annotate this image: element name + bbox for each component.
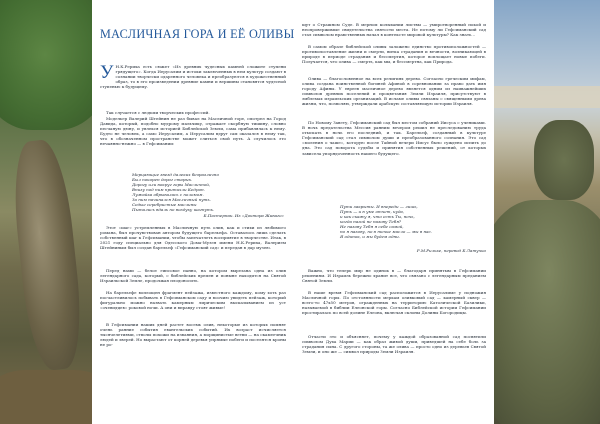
poem-signature: Р.М.Рильке, перевод Б.Латучко: [416, 248, 486, 253]
poem-line: и как скажу я, что есть Ты, ночь,: [340, 214, 415, 219]
poem-line: Был покорен дорог старых.: [132, 177, 193, 182]
poem-line: Путь — и в уме отчет, куда,: [340, 209, 405, 214]
paragraph-7: В Гефсимании наших дней растет восемь олив, некоторые из которых помнят очень ранние события евангельских событий. Их возраст исчисляется тысячелетиями, стволы похожи на изваяния, а морщинистые ветви — на скамеечник людей и зверей. Но вырастают от корней деревья упрямые побеги и поселятся кроны не ро-: [100, 322, 286, 348]
poem-line: Пути закрыты. И впереди — лишь,: [340, 204, 418, 209]
poem-line: Седые серебристые маслины: [132, 202, 197, 207]
poem-line: Я одинок, и мы будем одни.: [340, 234, 401, 239]
poem-line: Дорогу или вокруг горы Масличной,: [132, 182, 211, 187]
poem-line: Мерцающие звезд далеких безразлично: [132, 172, 219, 177]
jerusalem-view-photo: [494, 0, 600, 424]
paragraph-intro-text: Н.К.Рериха есть сюжет «Из древних чудесных камней сложите ступени грядущего». Когда Иерусалим и истоки заключенных в нем культур создают в сознании творчески одаренного человека и преобразуются в художественный образ, то в его произведении древние камни и вершины становятся чудесной ступенью к будущему.: [100, 64, 286, 90]
article-title: МАСЛИЧНАЯ ГОРА И ЕЁ ОЛИВЫ: [100, 27, 295, 41]
paragraph-14: Отчасти это и объясняет, почему у каждой образованной сад посвятили символом Духа Марии — как образ живой души, приведшей на себе боль за страдания сына. С другого стороны, та же олива — просто одно из деревьев Святой Земли, и оно же — символ природы Земли Израиля.: [302, 334, 486, 355]
paragraph-8: щут о Страшном Суде. В мерном колыхании листвы — умиротворенный покой и неопровержимые свидетельства святости места. Не потому ли Гефсиманский сад стал символом нравственных начал в контексте мировой культуры? Как знать...: [302, 22, 486, 38]
paragraph-6: На барельефе воплощен фрагмент пейзажа, известного каждому, кому хоть раз посчастливилось побывать в Гефсиманском саду и воочию увидеть пейзаж, который фигурально можно назвать камерным лирическим высказыванием из уст «очевидцев» роковой ночи. А они и вправду стоят живые!: [100, 290, 286, 311]
paragraph-4: Этот «шаг» устремленных в Масличную путь олив, как и стихи из любимого романа, был прочувствован автором будущего барельефа. Оставалось лишь сделать собственный шаг к Гефсимании, чтобы запечатлеть восприятие в творчестве. Итак, в 2021 году специально для Одесского Дома-Музея имени Н.К.Рериха, Валерием Штейниным был создан барельеф «Гефсиманский сад» и передан в дар музею.: [100, 225, 286, 251]
olive-trunk-photo: [0, 0, 92, 424]
olive-grove-shape: [494, 200, 600, 424]
olive-trunk-shape: [8, 138, 87, 372]
olive-foliage-shape: [0, 0, 92, 130]
poem-line: когда нагой не назову Тебя?: [340, 219, 402, 224]
poem-line: Внизу под ним притихли Кедрон.: [132, 187, 205, 192]
paragraph-11: По Новому Завету, Гефсиманский сад был местом собраний Иисуса с учениками. В ночь предательства Мессия ранним вечером решил не преследованию труда отыскать в ночь его последний, и так. Барельеф, созданный в культуре Гефсиманский сад стал символом души и преобразованного сознания. Это сад «моления о чаше», которую после Тайной вечери Иисус было суждено испить до дна. Это сад поворота судьбы и принятия собственных решений, от которых зависела упорядоченность нашего будущего.: [302, 120, 486, 156]
poem-line: Лужайка обрывалась с поломом.: [132, 192, 204, 197]
paragraph-intro: [100, 64, 286, 89]
paragraph-3: Модельер Валерий Штейнин не раз бывал на Масличной горе, смотрел на Город Давида, который, подобно мудрому мальчику, отражает скорбную тишину, словно песчаную дюну, и увлекся историей Библейской Земли, сама прибавлялась к нему. Будто не человек, а само Иерусалим, а Иерусалим вдруг сам оказался в нему так, что в обозначенном пространстве может слиться свой путь. А случилось это нечаянно-нежно — в Гефсимании:: [100, 116, 286, 147]
olive-tree-silhouette: [534, 120, 594, 200]
paragraph-10: Олива — благословенное на всех религиях дерево. Согласно греческим мифам, олива создана воинственной богиней Афиной в соревновании за право дать имя городу Афины. У евреев масличное дерево является одним из наиважнейших символов древних поселений и процветания Земли Израиля, присутствуют в эмблемах израильских организаций. В исламе оливы связаны с священными древа жизни, что, позволяю, утверждали арабскую составляющую истории Израиля.: [302, 76, 486, 107]
poem-line: но я назову, по в точке масло — мы в нас.: [340, 229, 433, 234]
poem-line: Не назову Тебя я себе самой,: [340, 224, 404, 229]
dropcap: У: [100, 62, 114, 83]
ground-shape: [0, 370, 92, 424]
paragraph-13: В наше время Гефсиманский сад расположится в Иерусалиме у подножия Масличной горы. По отстоянности меркам оливковый сад — камерный сквер — всего-то 47x50 метров, огражденных на территорию Католической Базилики, называемой в библии Елеонской горы. Согласно Библейской истории Гефсимании простиралась по всей долине Елеона, включая склоны Долины Богородицы.: [302, 290, 486, 316]
paragraph-5: Перед нами — белое гипсовое панно, на котором вырезана одна из олив легендарного сада, который, с библейских времен и поныне находится на Святой Израильской Земле, продолжая плодоносить.: [100, 268, 286, 284]
poem-line: Пытались вдаль по воздуху шагнуть.: [132, 207, 215, 212]
paragraph-2: Так случается с людьми творческих профессий.: [106, 110, 210, 115]
city-skyline-shape: [494, 86, 600, 108]
paragraph-12: Важно, что теперь мир не одинок в — благодаря принятым в Гефсимании решениям. И Израиль бережно хранит все, что связано с легендарным преданием Святой Земли.: [302, 268, 486, 284]
poem-signature: Б.Пастернак. Из «Доктора Живаго»: [203, 213, 284, 218]
poem-line: За ним начинался Масличный путь.: [132, 197, 211, 202]
paragraph-9: В самом образе библейской оливы заложено единство противоположностей — противопоставление жизни и смерти, витка страдания и вечности, возникающей в природе в периоде страдания и бессмертия, которое воплощает новые побеги. Получается, что олива — смерть, как мы, и бессмертна, как Природа.: [302, 44, 486, 65]
